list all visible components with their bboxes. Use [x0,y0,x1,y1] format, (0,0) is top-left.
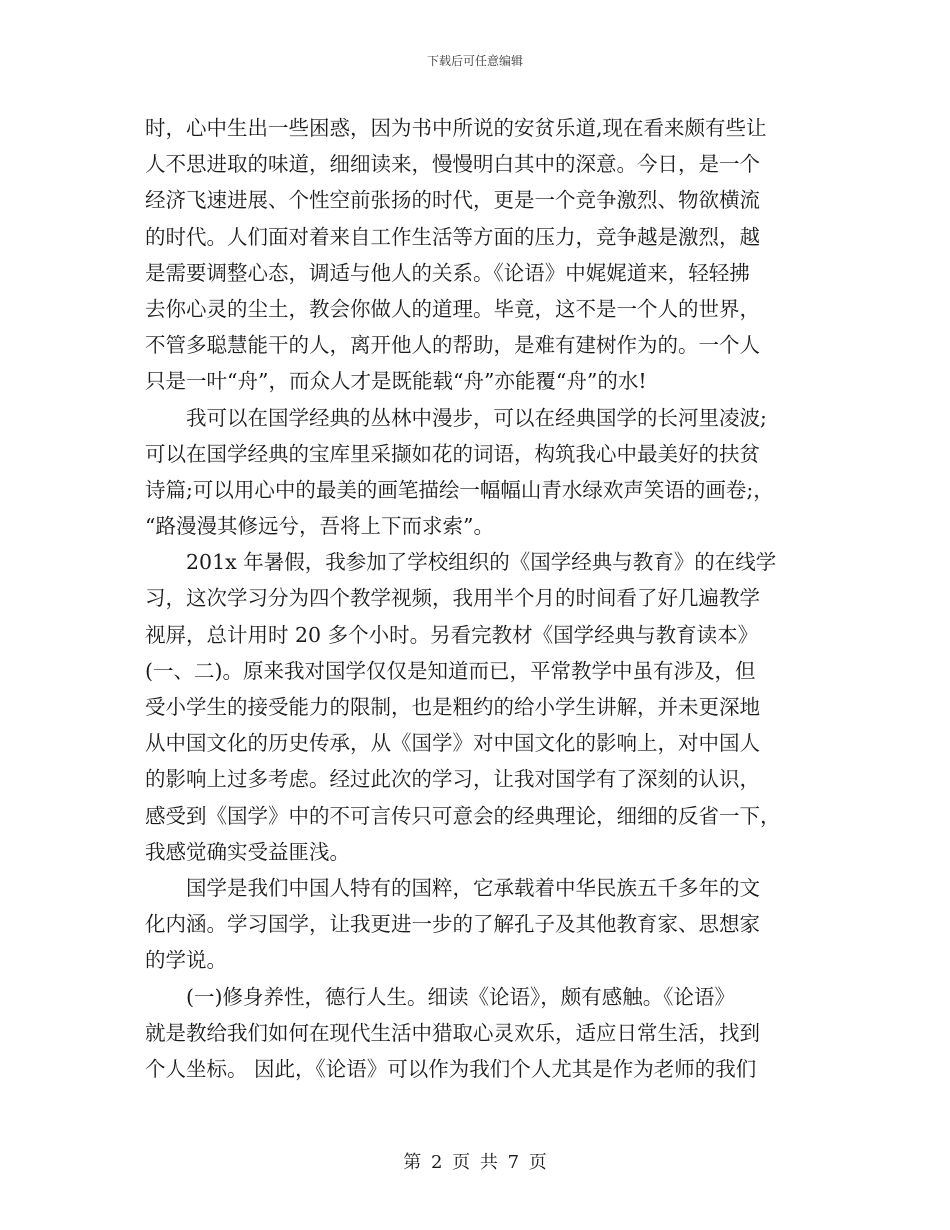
body-line: 不管多聪慧能干的人，离开他人的帮助，是难有建树作为的。一个人 [145,333,760,358]
body-line: 就是教给我们如何在现代生活中猎取心灵欢乐，适应日常生活，找到 [145,1020,760,1045]
paragraph-start-line: 国学是我们中国人特有的国粹，它承载着中华民族五千多年的文 [186,875,760,900]
page-header: 下载后可任意编辑 [426,54,523,68]
document-body [145,110,810,1087]
paragraph-start-line: 我可以在国学经典的丛林中漫步，可以在经典国学的长河里凌波; [186,405,767,430]
body-line: 受小学生的接受能力的限制，也是粗约的给小学生讲解，并未更深地 [145,695,760,719]
body-line: 可以在国学经典的宝库里采撷如花的词语，构筑我心中最美好的扶贫 [145,441,760,466]
body-line: 的影响上过多考虑。经过此次的学习，让我对国学有了深刻的认识， [145,767,760,792]
body-line: 时，心中生出一些困惑，因为书中所说的安贫乐道,现在看来颇有些让 [145,116,767,140]
body-line: “路漫漫其修远兮，吾将上下而求索”。 [145,514,494,539]
body-line: 的学说。 [145,948,227,973]
body-line: 诗篇;可以用心中的最美的画笔描绘一幅幅山青水绿欢声笑语的画卷;， [145,477,774,502]
body-line: 视屏，总计用时 20 多个小时。另看完教材《国学经典与教育读本》 [145,622,759,647]
body-line: 去你心灵的尘土，教会你做人的道理。毕竟，这不是一个人的世界， [145,296,760,321]
body-line: 人不思进取的味道，细细读来，慢慢明白其中的深意。今日，是一个 [145,152,760,177]
body-line: 经济飞速进展、个性空前张扬的时代，更是一个竞争激烈、物欲横流 [145,188,760,213]
body-line: 个人坐标。 因此，《论语》可以作为我们个人尤其是作为老师的我们 [145,1056,757,1081]
paragraph-start-line: (一)修身养性，德行人生。细读《论语》，颇有感触。《论语》 [186,984,735,1009]
body-line: 从中国文化的历史传承，从《国学》对中国文化的影响上，对中国人 [145,731,760,756]
body-line: 的时代。人们面对着来自工作生活等方面的压力，竞争越是激烈，越 [145,224,760,249]
body-line: 只是一叶“舟”，而众人才是既能载“舟”亦能覆“舟”的水! [145,369,647,394]
body-line: 感受到《国学》中的不可言传只可意会的经典理论，细细的反省一下， [145,803,781,828]
page-number-footer: 第 2 页 共 7 页 [403,1152,547,1173]
body-line: 习，这次学习分为四个教学视频，我用半个月的时间看了好几遍教学 [145,586,760,611]
body-line: 我感觉确实受益匪浅。 [145,839,350,864]
body-line: (一、二)。原来我对国学仅仅是知道而已，平常教学中虽有涉及，但 [145,658,756,683]
body-line: 化内涵。学习国学，让我更进一步的了解孔子及其他教育家、思想家 [145,912,760,937]
paragraph-start-line: 201x 年暑假，我参加了学校组织的《国学经典与教育》的在线学 [186,550,777,575]
body-line: 是需要调整心态，调适与他人的关系。《论语》中娓娓道来，轻轻拂 [145,260,750,285]
